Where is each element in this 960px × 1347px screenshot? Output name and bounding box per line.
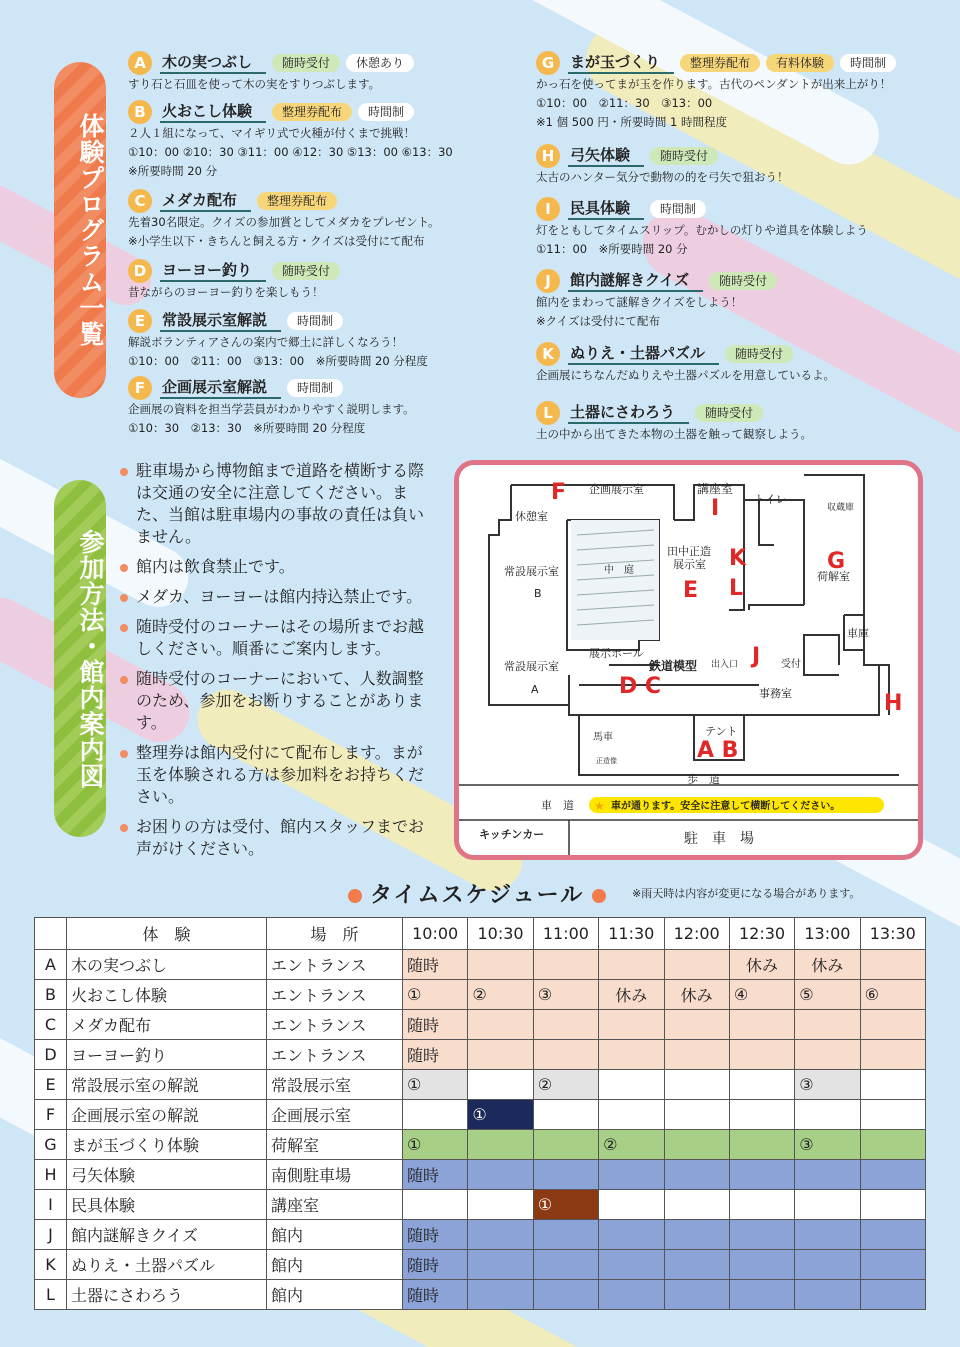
program-letter-badge: L — [536, 401, 560, 425]
schedule-row — [35, 950, 926, 980]
schedule-time-cell — [795, 1250, 860, 1280]
program-description: ※所要時間 20 分 — [128, 164, 218, 178]
map-label-kouza: 講座室 — [697, 482, 734, 496]
schedule-time-cell: ③ — [533, 980, 598, 1010]
schedule-table — [34, 917, 926, 1310]
participation-section-tab — [54, 480, 106, 837]
program-tag: 休憩あり — [346, 54, 414, 72]
program-letter-badge: D — [128, 259, 152, 283]
schedule-time-cell: 休み — [664, 980, 729, 1010]
schedule-time-cell: ④ — [729, 980, 794, 1010]
program-tag: 整理券配布 — [272, 103, 352, 121]
schedule-id-cell: L — [35, 1280, 67, 1310]
program-item — [536, 198, 896, 258]
schedule-row — [35, 1250, 926, 1280]
program-item — [128, 260, 488, 301]
schedule-id-cell: F — [35, 1100, 67, 1130]
schedule-activity-cell: メダカ配布 — [67, 1010, 267, 1040]
map-label-shuzo: 収蔵庫 — [827, 503, 855, 513]
schedule-time-cell — [403, 1190, 468, 1220]
schedule-time-cell — [533, 1250, 598, 1280]
schedule-time-cell — [468, 1220, 533, 1250]
schedule-time-cell: ③ — [795, 1130, 860, 1160]
schedule-header-cell: 12:30 — [729, 918, 794, 950]
schedule-place-cell: 講座室 — [267, 1190, 403, 1220]
schedule-time-cell — [533, 1130, 598, 1160]
schedule-time-cell — [599, 1160, 664, 1190]
program-letter-badge: I — [536, 197, 560, 221]
map-label-nakaniwa: 中 庭 — [604, 565, 634, 576]
schedule-place-cell: 荷解室 — [267, 1130, 403, 1160]
map-label-jousetsu-a: 常設展示室 — [504, 660, 559, 673]
schedule-time-cell — [795, 1220, 860, 1250]
program-description: 土の中から出てきた本物の土器を触って観察しよう。 — [536, 427, 812, 441]
schedule-time-cell — [729, 1100, 794, 1130]
schedule-time-cell — [664, 1010, 729, 1040]
program-name: ヨーヨー釣り — [160, 260, 266, 282]
program-description: ※小学生以下・きちんと飼える方・クイズは受付にて配布 — [128, 234, 425, 248]
schedule-time-cell: ③ — [795, 1070, 860, 1100]
program-item — [536, 145, 896, 186]
schedule-activity-cell: 企画展示室の解説 — [67, 1100, 267, 1130]
map-marker-h: H — [884, 691, 903, 716]
program-letter-badge: F — [128, 376, 152, 400]
schedule-time-cell — [795, 1160, 860, 1190]
program-item — [536, 343, 896, 384]
schedule-time-cell — [729, 1220, 794, 1250]
schedule-row — [35, 1010, 926, 1040]
schedule-time-cell — [860, 1160, 925, 1190]
map-label-deiri: 出入口 — [711, 660, 739, 670]
schedule-time-cell — [468, 1130, 533, 1160]
map-label-shako: 車庫 — [847, 627, 869, 640]
schedule-time-cell: ① — [403, 1130, 468, 1160]
title-dot-icon — [348, 889, 362, 903]
map-label-a: A — [531, 683, 539, 696]
schedule-header-cell: 11:00 — [533, 918, 598, 950]
program-tag: 随時受付 — [725, 345, 793, 363]
schedule-time-cell: 随時 — [403, 1010, 468, 1040]
schedule-id-cell: K — [35, 1250, 67, 1280]
program-letter-badge: E — [128, 309, 152, 333]
program-letter-badge: G — [536, 51, 560, 75]
schedule-place-cell: エントランス — [267, 980, 403, 1010]
map-marker-k: K — [729, 546, 747, 571]
schedule-time-cell — [860, 1100, 925, 1130]
program-description: 灯をともしてタイムスリップ。むかしの灯りや道具を体験しよう — [536, 223, 868, 237]
schedule-activity-cell: 弓矢体験 — [67, 1160, 267, 1190]
program-name: 民具体験 — [568, 198, 644, 220]
schedule-row — [35, 1160, 926, 1190]
schedule-time-cell — [403, 1100, 468, 1130]
schedule-time-cell — [860, 1250, 925, 1280]
schedule-title-text: タイムスケジュール — [370, 883, 585, 908]
schedule-time-cell — [729, 1070, 794, 1100]
program-description: ※1 個 500 円・所要時間 1 時間程度 — [536, 115, 727, 129]
rule-item: 随時受付のコーナーにおいて、人数調整のため、参加をお断りすることがあります。 — [118, 668, 436, 734]
program-tag: 随時受付 — [709, 272, 777, 290]
schedule-row — [35, 1130, 926, 1160]
participation-section-title: 参加方法・館内案内図 — [54, 480, 106, 837]
schedule-time-cell — [664, 1130, 729, 1160]
map-marker-e: E — [683, 578, 699, 603]
program-description: ２人１組になって、マイギリ式で火種が付くまで挑戦！ — [128, 126, 416, 140]
schedule-place-cell: 南側駐車場 — [267, 1160, 403, 1190]
program-tag: 時間制 — [840, 54, 896, 72]
program-name: 火おこし体験 — [160, 101, 266, 123]
program-tag: 時間制 — [358, 103, 414, 121]
schedule-place-cell: エントランス — [267, 950, 403, 980]
schedule-time-cell: ① — [533, 1190, 598, 1220]
program-name: ぬりえ・土器パズル — [568, 343, 719, 365]
schedule-time-cell — [664, 1100, 729, 1130]
schedule-title — [340, 878, 614, 909]
schedule-activity-cell: 火おこし体験 — [67, 980, 267, 1010]
schedule-activity-cell: 土器にさわろう — [67, 1280, 267, 1310]
schedule-place-cell: 館内 — [267, 1250, 403, 1280]
schedule-header-cell: 13:30 — [860, 918, 925, 950]
rule-item: 随時受付のコーナーはその場所までお越しください。順番にご案内します。 — [118, 616, 436, 660]
program-letter-badge: K — [536, 342, 560, 366]
schedule-time-cell — [664, 1220, 729, 1250]
schedule-time-cell — [599, 1100, 664, 1130]
schedule-activity-cell: 木の実つぶし — [67, 950, 267, 980]
map-label-toilet: トイレ — [754, 493, 787, 506]
schedule-time-cell: ⑥ — [860, 980, 925, 1010]
schedule-time-cell — [533, 1220, 598, 1250]
schedule-time-cell — [533, 1100, 598, 1130]
schedule-time-cell — [729, 1280, 794, 1310]
program-item — [536, 52, 896, 131]
schedule-time-cell — [468, 1250, 533, 1280]
schedule-time-cell — [468, 1160, 533, 1190]
schedule-place-cell: 企画展示室 — [267, 1100, 403, 1130]
schedule-time-cell — [860, 1040, 925, 1070]
rule-item: お困りの方は受付、館内スタッフまでお声がけください。 — [118, 816, 436, 860]
program-tag: 時間制 — [650, 200, 706, 218]
map-marker-j: J — [752, 644, 761, 669]
schedule-activity-cell: ヨーヨー釣り — [67, 1040, 267, 1070]
schedule-time-cell — [664, 1040, 729, 1070]
schedule-time-cell — [468, 1010, 533, 1040]
map-label-shoyu: 正造像 — [596, 757, 617, 765]
schedule-time-cell — [795, 1280, 860, 1310]
schedule-time-cell: 随時 — [403, 1040, 468, 1070]
rule-item: 駐車場から博物館まで道路を横断する際は交通の安全に注意してください。また、当館は駐車場内の事故の責任は負いません。 — [118, 460, 436, 548]
schedule-time-cell: ② — [599, 1130, 664, 1160]
schedule-time-cell — [468, 1040, 533, 1070]
schedule-note: ※雨天時は内容が変更になる場合があります。 — [632, 887, 861, 900]
map-label-tanaka-2: 展示室 — [673, 558, 706, 571]
program-tag: 随時受付 — [695, 404, 763, 422]
program-letter-badge: J — [536, 269, 560, 293]
rule-item: 整理券は館内受付にて配布します。まが玉を体験される方は参加料をお持ちください。 — [118, 742, 436, 808]
schedule-time-cell — [599, 1040, 664, 1070]
map-label-tanaka: 田中正造 — [667, 545, 711, 558]
schedule-time-cell — [664, 1280, 729, 1310]
schedule-activity-cell: 常設展示室の解説 — [67, 1070, 267, 1100]
schedule-place-cell: エントランス — [267, 1040, 403, 1070]
program-name: 常設展示室解説 — [160, 310, 281, 332]
schedule-time-cell: 随時 — [403, 1280, 468, 1310]
map-label-niwake: 荷解室 — [817, 570, 850, 583]
schedule-id-cell: G — [35, 1130, 67, 1160]
program-description: 先着30名限定。クイズの参加賞としてメダカをプレゼント。 — [128, 215, 440, 229]
schedule-time-cell — [533, 950, 598, 980]
program-tag: 時間制 — [287, 312, 343, 330]
schedule-time-cell: ① — [403, 1070, 468, 1100]
schedule-time-cell — [795, 1010, 860, 1040]
schedule-time-cell — [664, 1250, 729, 1280]
schedule-time-cell: 休み — [795, 950, 860, 980]
schedule-time-cell — [664, 950, 729, 980]
schedule-activity-cell: 民具体験 — [67, 1190, 267, 1220]
schedule-id-cell: D — [35, 1040, 67, 1070]
schedule-id-cell: A — [35, 950, 67, 980]
map-marker-f: F — [551, 480, 567, 505]
map-label-kyukei: 休憩室 — [515, 510, 548, 523]
schedule-time-cell — [664, 1190, 729, 1220]
map-label-kikaku: 企画展示室 — [589, 483, 644, 496]
map-marker-dc: D C — [619, 674, 662, 699]
schedule-id-cell: I — [35, 1190, 67, 1220]
program-item — [536, 402, 896, 443]
schedule-row — [35, 1220, 926, 1250]
schedule-place-cell: 常設展示室 — [267, 1070, 403, 1100]
program-tag: 随時受付 — [650, 147, 718, 165]
map-label-b: B — [534, 587, 542, 600]
schedule-row — [35, 980, 926, 1010]
schedule-time-cell — [599, 1220, 664, 1250]
program-section-title: 体験プログラム一覧 — [54, 62, 106, 398]
program-letter-badge: B — [128, 100, 152, 124]
program-description: ①10：00 ②10：30 ③11：00 ④12：30 ⑤13：00 ⑥13：30 — [128, 145, 453, 159]
schedule-activity-cell: まが玉づくり体験 — [67, 1130, 267, 1160]
program-description: 昔ながらのヨーヨー釣りを楽しもう！ — [128, 285, 324, 299]
schedule-id-cell: H — [35, 1160, 67, 1190]
program-letter-badge: C — [128, 189, 152, 213]
schedule-time-cell: 休み — [729, 950, 794, 980]
program-tag: 整理券配布 — [680, 54, 760, 72]
map-label-parking: 駐 車 場 — [684, 831, 754, 847]
program-description: ※クイズは受付にて配布 — [536, 314, 660, 328]
map-label-jimu: 事務室 — [759, 687, 792, 700]
program-tag: 随時受付 — [272, 54, 340, 72]
schedule-time-cell — [729, 1190, 794, 1220]
schedule-time-cell — [599, 1190, 664, 1220]
schedule-time-cell — [599, 950, 664, 980]
schedule-time-cell — [599, 1010, 664, 1040]
schedule-time-cell — [468, 1280, 533, 1310]
schedule-id-cell: J — [35, 1220, 67, 1250]
schedule-time-cell — [599, 1280, 664, 1310]
program-description: ①10：00 ②11：30 ③13：00 — [536, 96, 713, 110]
program-tag: 時間制 — [287, 379, 343, 397]
schedule-time-cell — [468, 950, 533, 980]
schedule-id-cell: B — [35, 980, 67, 1010]
museum-floor-plan — [459, 465, 918, 855]
schedule-time-cell — [664, 1160, 729, 1190]
schedule-time-cell — [795, 1100, 860, 1130]
map-label-uketsuke: 受付 — [781, 659, 801, 670]
schedule-row — [35, 1040, 926, 1070]
schedule-activity-cell: ぬりえ・土器パズル — [67, 1250, 267, 1280]
map-marker-ab: A B — [697, 738, 739, 763]
map-label-kitchen: キッチンカー — [479, 828, 545, 841]
schedule-time-cell — [860, 1280, 925, 1310]
title-dot-icon — [592, 889, 606, 903]
program-description: 館内をまわって謎解きクイズをしよう！ — [536, 295, 743, 309]
schedule-row — [35, 1100, 926, 1130]
program-description: 太古のハンター気分で動物の的を弓矢で狙おう！ — [536, 170, 789, 184]
program-name: 土器にさわろう — [568, 402, 689, 424]
program-description: 企画展にちなんだぬりえや土器パズルを用意しているよ。 — [536, 368, 835, 382]
program-description: 企画展の資料を担当学芸員がわかりやすく説明します。 — [128, 402, 415, 416]
schedule-time-cell — [860, 950, 925, 980]
schedule-time-cell — [664, 1070, 729, 1100]
program-description: 解説ボランティアさんの案内で郷土に詳しくなろう！ — [128, 335, 404, 349]
program-item — [128, 377, 488, 437]
schedule-time-cell — [468, 1070, 533, 1100]
program-name: 館内謎解きクイズ — [568, 270, 703, 292]
schedule-time-cell — [729, 1010, 794, 1040]
schedule-time-cell — [533, 1010, 598, 1040]
program-description: ①10：00 ②11：00 ③13：00 ※所要時間 20 分程度 — [128, 354, 428, 368]
program-description: かっ石を使ってまが玉を作ります。古代のペンダントが出来上がり！ — [536, 77, 892, 91]
program-description: すり石と石皿を使って木の実をすりつぶします。 — [128, 77, 381, 91]
program-name: 木の実つぶし — [160, 52, 266, 74]
program-description: ①10：30 ②13：30 ※所要時間 20 分程度 — [128, 421, 366, 435]
program-letter-badge: H — [536, 144, 560, 168]
rule-item: 館内は飲食禁止です。 — [118, 556, 436, 578]
program-tag: 有料体験 — [766, 54, 834, 72]
program-item — [128, 310, 488, 370]
schedule-time-cell: 随時 — [403, 1250, 468, 1280]
map-label-caution: 車が通ります。安全に注意して横断してください。 — [611, 801, 841, 812]
program-item — [128, 190, 488, 250]
schedule-header-cell: 12:00 — [664, 918, 729, 950]
schedule-header-cell — [35, 918, 67, 950]
program-tag: 整理券配布 — [257, 192, 337, 210]
schedule-time-cell: ② — [468, 980, 533, 1010]
map-label-tetsudo: 鉄道模型 — [649, 659, 698, 673]
schedule-time-cell: ⑤ — [795, 980, 860, 1010]
schedule-time-cell — [468, 1190, 533, 1220]
schedule-place-cell: 館内 — [267, 1220, 403, 1250]
schedule-time-cell — [599, 1070, 664, 1100]
schedule-time-cell — [729, 1040, 794, 1070]
schedule-place-cell: エントランス — [267, 1010, 403, 1040]
schedule-header-cell: 10:30 — [468, 918, 533, 950]
schedule-activity-cell: 館内謎解きクイズ — [67, 1220, 267, 1250]
schedule-id-cell: C — [35, 1010, 67, 1040]
schedule-time-cell — [729, 1130, 794, 1160]
schedule-time-cell — [860, 1010, 925, 1040]
participation-rules-list — [118, 460, 436, 868]
map-label-tent: テント — [705, 725, 738, 738]
museum-map — [454, 460, 923, 860]
schedule-time-cell: ② — [533, 1070, 598, 1100]
schedule-time-cell — [729, 1160, 794, 1190]
schedule-row — [35, 1070, 926, 1100]
schedule-header-cell: 体 験 — [67, 918, 267, 950]
program-description: ①11：00 ※所要時間 20 分 — [536, 242, 688, 256]
schedule-time-cell: 随時 — [403, 1160, 468, 1190]
schedule-time-cell: ① — [403, 980, 468, 1010]
schedule-time-cell — [533, 1280, 598, 1310]
map-marker-l: L — [729, 576, 744, 601]
rule-item: メダカ、ヨーヨーは館内持込禁止です。 — [118, 586, 436, 608]
program-name: 弓矢体験 — [568, 145, 644, 167]
program-item — [536, 270, 896, 330]
map-label-shado: 車 道 — [541, 799, 574, 812]
schedule-time-cell: 休み — [599, 980, 664, 1010]
schedule-time-cell: 随時 — [403, 1220, 468, 1250]
program-name: メダカ配布 — [160, 190, 251, 212]
program-name: まが玉づくり — [568, 52, 674, 74]
schedule-header-cell: 13:00 — [795, 918, 860, 950]
schedule-header-cell: 場 所 — [267, 918, 403, 950]
schedule-time-cell — [860, 1190, 925, 1220]
schedule-row — [35, 1280, 926, 1310]
schedule-header-cell: 10:00 — [403, 918, 468, 950]
map-marker-g: G — [827, 549, 846, 574]
schedule-time-cell — [795, 1190, 860, 1220]
program-item — [128, 52, 488, 93]
program-name: 企画展示室解説 — [160, 377, 281, 399]
schedule-time-cell — [729, 1250, 794, 1280]
map-label-hodo: 歩 道 — [687, 773, 720, 786]
program-section-tab — [54, 62, 106, 398]
schedule-time-cell — [795, 1040, 860, 1070]
schedule-time-cell: 随時 — [403, 950, 468, 980]
schedule-time-cell — [860, 1070, 925, 1100]
schedule-time-cell — [599, 1250, 664, 1280]
schedule-id-cell: E — [35, 1070, 67, 1100]
schedule-time-cell: ① — [468, 1100, 533, 1130]
svg-text:★: ★ — [594, 799, 605, 813]
schedule-place-cell: 館内 — [267, 1280, 403, 1310]
schedule-row — [35, 1190, 926, 1220]
program-tag: 随時受付 — [272, 262, 340, 280]
schedule-time-cell — [860, 1220, 925, 1250]
map-label-jousetsu-b: 常設展示室 — [504, 565, 559, 578]
program-item — [128, 101, 488, 180]
schedule-time-cell — [860, 1130, 925, 1160]
schedule-time-cell — [533, 1040, 598, 1070]
schedule-header-cell: 11:30 — [599, 918, 664, 950]
map-marker-i: I — [711, 496, 720, 521]
schedule-time-cell — [533, 1160, 598, 1190]
map-label-hall: 展示ホール — [589, 647, 644, 660]
map-label-basha: 馬車 — [593, 732, 613, 743]
program-letter-badge: A — [128, 51, 152, 75]
